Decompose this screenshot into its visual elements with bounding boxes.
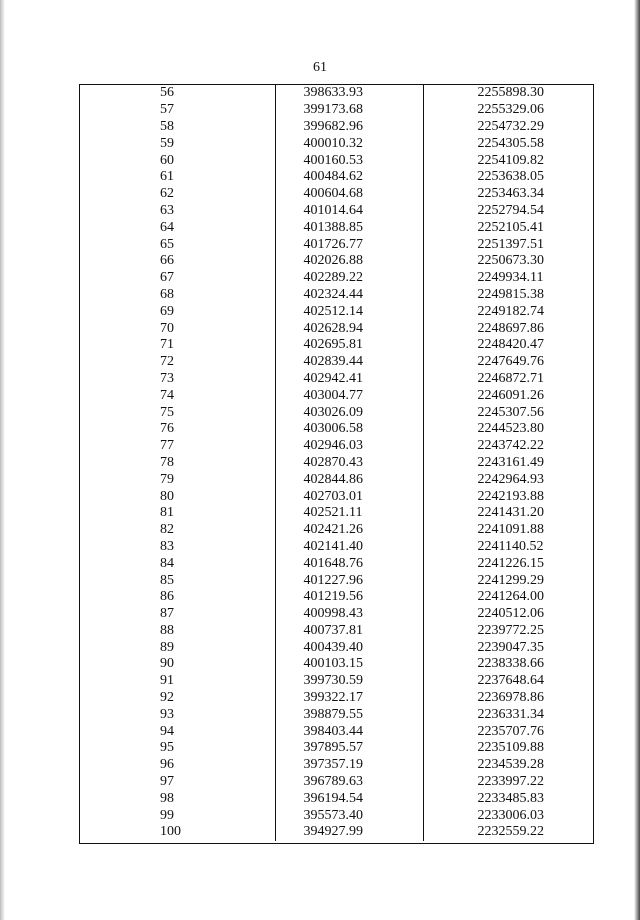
x-coordinate-cell: 402141.40 — [275, 539, 423, 556]
x-coordinate-cell: 399173.68 — [275, 102, 423, 119]
y-coordinate-cell: 2243161.49 — [423, 455, 593, 472]
table-row — [80, 774, 593, 791]
y-coordinate-cell: 2252794.54 — [423, 203, 593, 220]
point-number-cell: 68 — [160, 286, 174, 302]
y-coordinate-cell: 2235109.88 — [423, 740, 593, 757]
y-coordinate-cell: 2246091.26 — [423, 387, 593, 404]
point-number-cell: 63 — [160, 202, 174, 218]
y-coordinate-cell: 2241431.20 — [423, 505, 593, 522]
y-coordinate-cell: 2245307.56 — [423, 404, 593, 421]
x-coordinate-cell: 400737.81 — [275, 623, 423, 640]
point-number-cell: 57 — [160, 102, 174, 118]
point-number-cell: 90 — [160, 656, 174, 672]
y-coordinate-cell: 2248697.86 — [423, 320, 593, 337]
x-coordinate-cell: 401014.64 — [275, 203, 423, 220]
table-row — [80, 438, 593, 455]
x-coordinate-cell: 400439.40 — [275, 639, 423, 656]
table-row — [80, 606, 593, 623]
x-coordinate-cell: 402844.86 — [275, 471, 423, 488]
point-number-cell: 79 — [160, 471, 174, 487]
x-coordinate-cell: 394927.99 — [275, 824, 423, 841]
table-row — [80, 320, 593, 337]
point-number-cell: 78 — [160, 454, 174, 470]
scan-right-edge — [634, 0, 640, 920]
point-number-cell: 67 — [160, 270, 174, 286]
y-coordinate-cell: 2239772.25 — [423, 623, 593, 640]
x-coordinate-cell: 400103.15 — [275, 656, 423, 673]
x-coordinate-cell: 401388.85 — [275, 219, 423, 236]
table-row — [80, 421, 593, 438]
x-coordinate-cell: 402289.22 — [275, 270, 423, 287]
x-coordinate-cell: 395573.40 — [275, 807, 423, 824]
x-coordinate-cell: 397895.57 — [275, 740, 423, 757]
y-coordinate-cell: 2246872.71 — [423, 371, 593, 388]
table-row — [80, 673, 593, 690]
y-coordinate-cell: 2247649.76 — [423, 354, 593, 371]
y-coordinate-cell: 2255898.30 — [423, 85, 593, 102]
x-coordinate-cell: 402324.44 — [275, 287, 423, 304]
y-coordinate-cell: 2237648.64 — [423, 673, 593, 690]
table-row — [80, 555, 593, 572]
table-row — [80, 236, 593, 253]
table-row — [80, 589, 593, 606]
point-number-cell: 64 — [160, 219, 174, 235]
x-coordinate-cell: 399322.17 — [275, 690, 423, 707]
y-coordinate-cell: 2252105.41 — [423, 219, 593, 236]
point-number-cell: 96 — [160, 757, 174, 773]
table-row — [80, 740, 593, 757]
table-row — [80, 488, 593, 505]
point-number-cell: 93 — [160, 706, 174, 722]
table-row — [80, 471, 593, 488]
y-coordinate-cell: 2249934.11 — [423, 270, 593, 287]
point-number-cell: 75 — [160, 404, 174, 420]
y-coordinate-cell: 2249815.38 — [423, 287, 593, 304]
y-coordinate-cell: 2250673.30 — [423, 253, 593, 270]
point-number-cell: 97 — [160, 774, 174, 790]
x-coordinate-cell: 402870.43 — [275, 455, 423, 472]
x-coordinate-cell: 398403.44 — [275, 723, 423, 740]
table-row — [80, 824, 593, 841]
point-number-cell: 86 — [160, 589, 174, 605]
point-number-cell: 100 — [160, 824, 181, 840]
y-coordinate-cell: 2254732.29 — [423, 119, 593, 136]
y-coordinate-cell: 2240512.06 — [423, 606, 593, 623]
x-coordinate-cell: 402946.03 — [275, 438, 423, 455]
y-coordinate-cell: 2244523.80 — [423, 421, 593, 438]
x-coordinate-cell: 396194.54 — [275, 790, 423, 807]
point-number-cell: 82 — [160, 522, 174, 538]
x-coordinate-cell: 402695.81 — [275, 337, 423, 354]
y-coordinate-cell: 2251397.51 — [423, 236, 593, 253]
table-row — [80, 85, 593, 102]
table-row — [80, 807, 593, 824]
table-row — [80, 371, 593, 388]
table-row — [80, 102, 593, 119]
point-number-cell: 88 — [160, 622, 174, 638]
y-coordinate-cell: 2233485.83 — [423, 790, 593, 807]
table-row — [80, 337, 593, 354]
point-number-cell: 84 — [160, 555, 174, 571]
table-row — [80, 639, 593, 656]
y-coordinate-cell: 2249182.74 — [423, 303, 593, 320]
x-coordinate-cell: 397357.19 — [275, 757, 423, 774]
point-number-cell: 56 — [160, 85, 174, 101]
point-number-cell: 81 — [160, 505, 174, 521]
y-coordinate-cell: 2253638.05 — [423, 169, 593, 186]
x-coordinate-cell: 398879.55 — [275, 706, 423, 723]
y-coordinate-cell: 2253463.34 — [423, 186, 593, 203]
y-coordinate-cell: 2241140.52 — [423, 539, 593, 556]
x-coordinate-cell: 402421.26 — [275, 522, 423, 539]
table-row — [80, 354, 593, 371]
x-coordinate-cell: 400160.53 — [275, 152, 423, 169]
point-number-cell: 69 — [160, 303, 174, 319]
table-row — [80, 219, 593, 236]
point-number-cell: 98 — [160, 790, 174, 806]
point-number-cell: 60 — [160, 152, 174, 168]
table-row — [80, 690, 593, 707]
x-coordinate-cell: 400010.32 — [275, 135, 423, 152]
y-coordinate-cell: 2254109.82 — [423, 152, 593, 169]
table-row — [80, 387, 593, 404]
point-number-cell: 80 — [160, 488, 174, 504]
x-coordinate-cell: 403004.77 — [275, 387, 423, 404]
point-number-cell: 95 — [160, 740, 174, 756]
table-row — [80, 706, 593, 723]
point-number-cell: 62 — [160, 186, 174, 202]
x-coordinate-cell: 402521.11 — [275, 505, 423, 522]
y-coordinate-cell: 2248420.47 — [423, 337, 593, 354]
y-coordinate-cell: 2238338.66 — [423, 656, 593, 673]
x-coordinate-cell: 402026.88 — [275, 253, 423, 270]
point-number-cell: 71 — [160, 337, 174, 353]
point-number-cell: 58 — [160, 118, 174, 134]
table-row — [80, 119, 593, 136]
y-coordinate-cell: 2242193.88 — [423, 488, 593, 505]
table-row — [80, 152, 593, 169]
point-number-cell: 72 — [160, 354, 174, 370]
x-coordinate-cell: 402942.41 — [275, 371, 423, 388]
point-number-cell: 89 — [160, 639, 174, 655]
point-number-cell: 85 — [160, 572, 174, 588]
x-coordinate-cell: 402628.94 — [275, 320, 423, 337]
y-coordinate-cell: 2243742.22 — [423, 438, 593, 455]
table-row — [80, 303, 593, 320]
x-coordinate-cell: 403006.58 — [275, 421, 423, 438]
point-number-cell: 91 — [160, 673, 174, 689]
table-row — [80, 539, 593, 556]
point-number-cell: 92 — [160, 690, 174, 706]
point-number-cell: 83 — [160, 538, 174, 554]
x-coordinate-cell: 401726.77 — [275, 236, 423, 253]
y-coordinate-cell: 2241299.29 — [423, 572, 593, 589]
point-number-cell: 87 — [160, 606, 174, 622]
table-row — [80, 656, 593, 673]
y-coordinate-cell: 2255329.06 — [423, 102, 593, 119]
x-coordinate-cell: 403026.09 — [275, 404, 423, 421]
x-coordinate-cell: 400604.68 — [275, 186, 423, 203]
x-coordinate-cell: 402703.01 — [275, 488, 423, 505]
point-number-cell: 99 — [160, 807, 174, 823]
table-row — [80, 790, 593, 807]
table-row — [80, 287, 593, 304]
table-row — [80, 572, 593, 589]
x-coordinate-cell: 401227.96 — [275, 572, 423, 589]
x-coordinate-cell: 402839.44 — [275, 354, 423, 371]
x-coordinate-cell: 400998.43 — [275, 606, 423, 623]
point-number-cell: 94 — [160, 723, 174, 739]
scan-left-edge — [0, 0, 5, 920]
table-row — [80, 404, 593, 421]
table-row — [80, 505, 593, 522]
table-row — [80, 169, 593, 186]
coordinate-table-frame — [79, 84, 594, 844]
x-coordinate-cell: 401219.56 — [275, 589, 423, 606]
y-coordinate-cell: 2242964.93 — [423, 471, 593, 488]
table-row — [80, 203, 593, 220]
y-coordinate-cell: 2236978.86 — [423, 690, 593, 707]
point-number-cell: 70 — [160, 320, 174, 336]
point-number-cell: 65 — [160, 236, 174, 252]
x-coordinate-cell: 399682.96 — [275, 119, 423, 136]
y-coordinate-cell: 2233997.22 — [423, 774, 593, 791]
point-number-cell: 66 — [160, 253, 174, 269]
y-coordinate-cell: 2239047.35 — [423, 639, 593, 656]
x-coordinate-cell: 399730.59 — [275, 673, 423, 690]
y-coordinate-cell: 2254305.58 — [423, 135, 593, 152]
y-coordinate-cell: 2232559.22 — [423, 824, 593, 841]
y-coordinate-cell: 2234539.28 — [423, 757, 593, 774]
point-number-cell: 61 — [160, 169, 174, 185]
y-coordinate-cell: 2241091.88 — [423, 522, 593, 539]
point-number-cell: 73 — [160, 370, 174, 386]
table-row — [80, 186, 593, 203]
table-row — [80, 253, 593, 270]
table-row — [80, 270, 593, 287]
x-coordinate-cell: 401648.76 — [275, 555, 423, 572]
table-row — [80, 135, 593, 152]
y-coordinate-cell: 2236331.34 — [423, 706, 593, 723]
y-coordinate-cell: 2241226.15 — [423, 555, 593, 572]
coordinate-table-body — [80, 85, 593, 841]
x-coordinate-cell: 400484.62 — [275, 169, 423, 186]
table-row — [80, 522, 593, 539]
point-number-cell: 74 — [160, 387, 174, 403]
table-row — [80, 623, 593, 640]
x-coordinate-cell: 398633.93 — [275, 85, 423, 102]
page-number: 61 — [313, 60, 327, 75]
x-coordinate-cell: 396789.63 — [275, 774, 423, 791]
y-coordinate-cell: 2235707.76 — [423, 723, 593, 740]
y-coordinate-cell: 2233006.03 — [423, 807, 593, 824]
table-row — [80, 723, 593, 740]
point-number-cell: 59 — [160, 135, 174, 151]
point-number-cell: 77 — [160, 438, 174, 454]
table-row — [80, 757, 593, 774]
table-row — [80, 455, 593, 472]
point-number-cell: 76 — [160, 421, 174, 437]
x-coordinate-cell: 402512.14 — [275, 303, 423, 320]
y-coordinate-cell: 2241264.00 — [423, 589, 593, 606]
coordinate-table — [80, 85, 593, 841]
